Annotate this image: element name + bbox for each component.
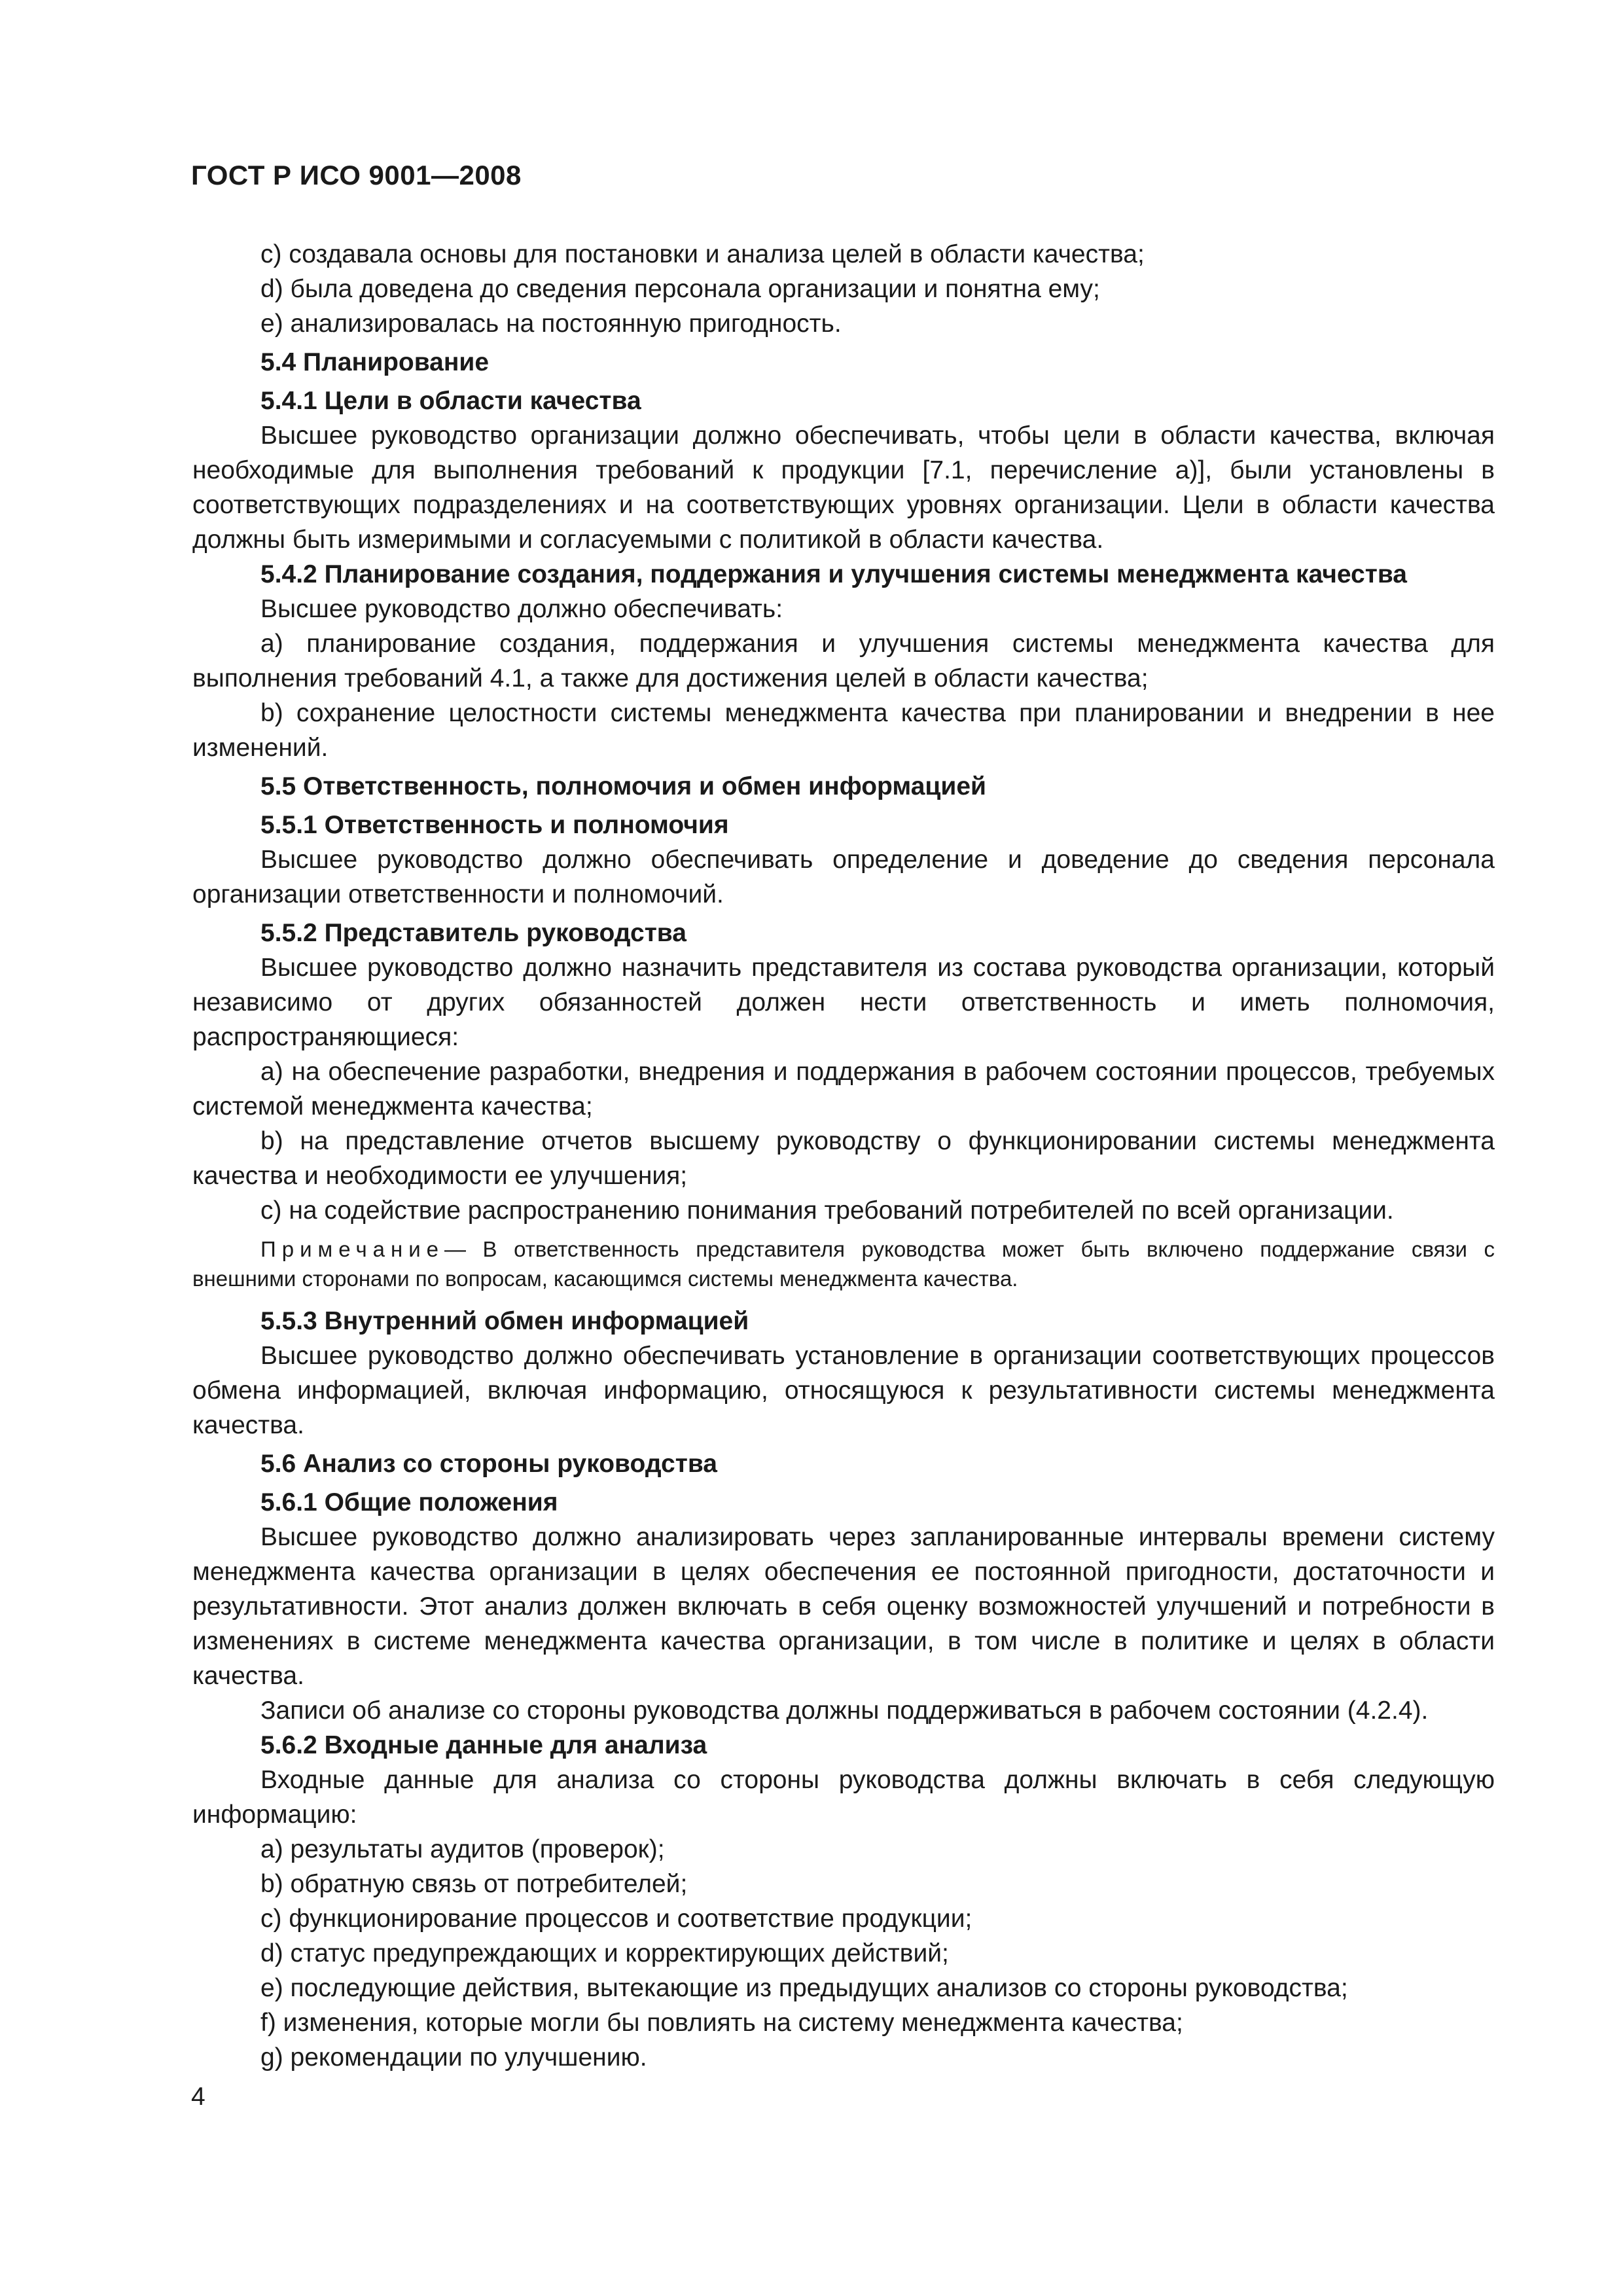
- list-item: b) на представление отчетов высшему руководству о функционировании системы менеджмента качества и необходимости ее улучшения;: [192, 1127, 1495, 1190]
- list-item: g) рекомендации по улучшению.: [260, 2043, 647, 2072]
- list-item: b) обратную связь от потребителей;: [260, 1870, 688, 1898]
- list-item: a) результаты аудитов (проверок);: [260, 1835, 665, 1863]
- list-item: c) функционирование процессов и соответствие продукции;: [260, 1905, 972, 1933]
- paragraph: Входные данные для анализа со стороны руководства должны включать в себя следующую информацию:: [192, 1766, 1495, 1829]
- list-item: c) создавала основы для постановки и анализа целей в области качества;: [260, 240, 1145, 268]
- paragraph: Высшее руководство должно назначить представителя из состава руководства организации, который независимо от других обязанностей должен нести ответственность и иметь полномочия, распространяющиеся:: [192, 954, 1495, 1051]
- list-item: f) изменения, которые могли бы повлиять на систему менеджмента качества;: [260, 2009, 1183, 2037]
- paragraph: Высшее руководство должно обеспечивать определение и доведение до сведения персонала организации ответственности и полномочий.: [192, 846, 1495, 908]
- paragraph: Записи об анализе со стороны руководства должны поддерживаться в рабочем состоянии (4.2.4).: [260, 1696, 1429, 1725]
- list-item: b) сохранение целостности системы менеджмента качества при планировании и внедрении в нее изменений.: [192, 699, 1495, 762]
- section-heading: 5.6.2 Входные данные для анализа: [260, 1731, 707, 1759]
- section-heading: 5.5.1 Ответственность и полномочия: [260, 811, 729, 839]
- section-heading: 5.4.1 Цели в области качества: [260, 387, 641, 415]
- list-item: d) статус предупреждающих и корректирующих действий;: [260, 1939, 949, 1967]
- section-heading: 5.6 Анализ со стороны руководства: [260, 1450, 718, 1478]
- list-item: a) планирование создания, поддержания и улучшения системы менеджмента качества для выполнения требований 4.1, а также для достижения целей в области качества;: [192, 630, 1495, 692]
- paragraph: Высшее руководство должно обеспечивать:: [260, 595, 783, 623]
- list-item: e) последующие действия, вытекающие из предыдущих анализов со стороны руководства;: [260, 1974, 1348, 2002]
- section-heading: 5.5 Ответственность, полномочия и обмен информацией: [260, 772, 987, 800]
- list-item: e) анализировалась на постоянную пригодность.: [260, 310, 842, 338]
- section-heading: 5.6.1 Общие положения: [260, 1488, 558, 1516]
- paragraph: Высшее руководство должно анализировать через запланированные интервалы времени систему менеджмента качества организации в целях обеспечения ее постоянной пригодности, достаточности и результативности. Этот анализ должен включать в себя оценку возможностей улучшений и потребности в изменениях в системе менеджмента качества организации, в том числе в политике и целях в области качества.: [192, 1523, 1495, 1690]
- document-header: ГОСТ Р ИСО 9001—2008: [191, 160, 522, 190]
- paragraph: Высшее руководство организации должно обеспечивать, чтобы цели в области качества, включая необходимые для выполнения требований к продукции [7.1, перечисление а)], были установлены в соответствующих подразделениях и на соответствующих уровнях организации. Цели в области качества должны быть измеримыми и согласуемыми с политикой в области качества.: [192, 422, 1495, 554]
- section-heading: 5.4.2 Планирование создания, поддержания и улучшения системы менеджмента качества: [260, 560, 1407, 588]
- paragraph: Высшее руководство должно обеспечивать установление в организации соответствующих процессов обмена информацией, включая информацию, относящуюся к результативности системы менеджмента качества.: [192, 1342, 1495, 1439]
- section-heading: 5.5.2 Представитель руководства: [260, 919, 687, 947]
- section-heading: 5.4 Планирование: [260, 348, 490, 376]
- page-number: 4: [191, 2083, 205, 2111]
- list-item: d) была доведена до сведения персонала организации и понятна ему;: [260, 275, 1100, 303]
- document-body: [192, 237, 1495, 2075]
- note: [192, 1234, 1495, 1293]
- section-heading: 5.5.3 Внутренний обмен информацией: [260, 1307, 749, 1335]
- list-item: a) на обеспечение разработки, внедрения и поддержания в рабочем состоянии процессов, требуемых системой менеджмента качества;: [192, 1058, 1495, 1121]
- note-label: Примечание: [260, 1237, 445, 1261]
- list-item: c) на содействие распространению понимания требований потребителей по всей организации.: [260, 1196, 1394, 1225]
- note-text: — В ответственность представителя руководства может быть включено поддержание связи с внешними сторонами по вопросам, касающимся системы менеджмента качества.: [192, 1237, 1495, 1291]
